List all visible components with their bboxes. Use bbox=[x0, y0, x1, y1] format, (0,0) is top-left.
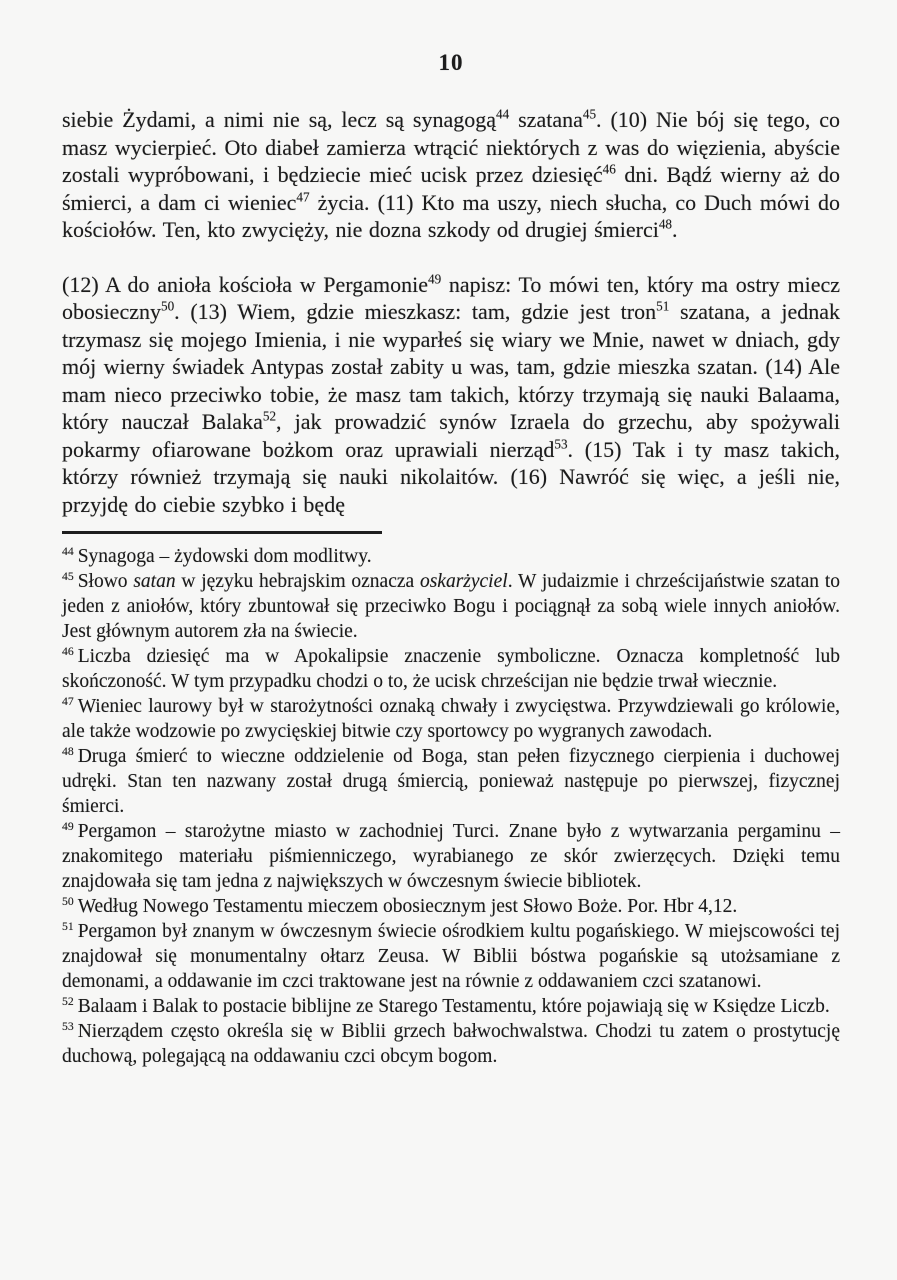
footnote: $^{48}$ Druga śmierć to wieczne oddzielenie od Boga, stan pełen fizycznego cierpienia i duchowej udręki. Stan ten nazwany został drugą śmiercią, ponieważ następuje po pierwszej, fizycznej śmierci. bbox=[62, 744, 840, 817]
footnote: $^{50}$ Według Nowego Testamentu mieczem obosiecznym jest Słowo Boże. Por. Hbr 4,12. bbox=[62, 894, 738, 917]
footnote-reference: 49 bbox=[428, 271, 442, 287]
footnote-marker: 47 bbox=[62, 694, 74, 708]
footnote-reference: 45 bbox=[582, 106, 597, 122]
body-text bbox=[62, 106, 840, 518]
footnote: $^{46}$ Liczba dziesięć ma w Apokalipsie znaczenie symboliczne. Oznacza kompletność lub skończoność. W tym przypadku chodzi o to, że ucisk chrześcijan nie będzie trwał wiecznie. bbox=[62, 644, 840, 692]
footnote: $^{49}$ Pergamon – starożytne miasto w zachodniej Turci. Znane było z wytwarzania pergaminu – znakomitego materiału piśmienniczego, wyrabianego ze skór zwierzęcych. Dzięki temu znajdowała się tam jedna z największych w ówczesnym świecie bibliotek. bbox=[62, 819, 840, 892]
footnote: $^{52}$ Balaam i Balak to postacie biblijne ze Starego Testamentu, które pojawiają się w Księdze Liczb. bbox=[62, 994, 830, 1017]
footnote-marker: 46 bbox=[62, 644, 74, 658]
footnote-reference: 50 bbox=[160, 298, 175, 314]
page-number: 10 bbox=[438, 50, 464, 75]
footnote: $^{47}$ Wieniec laurowy był w starożytności oznaką chwały i zwycięstwa. Przywdziewali go królowie, ale także wodzowie po zwycięskiej bitwie czy sportowcy po wygranych zawodach. bbox=[62, 694, 840, 742]
footnote-reference: 47 bbox=[296, 189, 310, 205]
footnote: $^{51}$ Pergamon był znanym w ówczesnym świecie ośrodkiem kultu pogańskiego. W miejscowości tej znajdował się monumentalny ołtarz Zeusa. W Biblii bóstwa pogańskie są utożsamiane z demonami, a oddawanie im czci traktowane jest na równie z oddawaniem czci szatanowi. bbox=[62, 919, 840, 992]
footnote-reference: 46 bbox=[602, 161, 616, 177]
footnote-marker: 44 bbox=[62, 544, 74, 558]
body-paragraph: siebie Żydami, a nimi nie są, lecz są synagogą$^{44}$ szatana$^{45}$. (10) Nie bój się tego, co masz wycierpieć. Oto diabeł zamierza wtrącić niektórych z was do więzienia, abyście zostali wypróbowani, i będziecie mieć ucisk przez dziesięć$^{46}$ dni. Bądź wierny aż do śmierci, a dam ci wieniec$^{47}$ życia. (11) Kto ma uszy, niech słucha, co Duch mówi do kościołów. Ten, kto zwycięży, nie dozna szkody od drugiej śmierci$^{48}$. bbox=[62, 106, 841, 242]
footnote-reference: 53 bbox=[554, 436, 568, 452]
footnote-marker: 45 bbox=[62, 569, 74, 583]
footnote-marker: 50 bbox=[62, 894, 74, 908]
footnote-reference: 52 bbox=[262, 408, 277, 424]
footnote-marker: 49 bbox=[62, 819, 74, 833]
footnote-marker: 51 bbox=[62, 919, 74, 933]
footnote: $^{45}$ Słowo satan w języku hebrajskim oznacza oskarżyciel. W judaizmie i chrześcijaństwie szatan to jeden z aniołów, który zbuntował się przeciwko Bogu i pociągnął za sobą wiele innych aniołów. Jest głównym autorem zła na świecie. bbox=[62, 569, 840, 642]
footnote-reference: 48 bbox=[658, 216, 673, 232]
footnote-reference: 44 bbox=[496, 106, 510, 122]
body-paragraph: (12) A do anioła kościoła w Pergamonie$^{49}$ napisz: To mówi ten, który ma ostry miecz obosieczny$^{50}$. (13) Wiem, gdzie mieszkasz: tam, gdzie jest tron$^{51}$ szatana, a jednak trzymasz się mojego Imienia, i nie wyparłeś się wiary we Mnie, nawet w dniach, gdy mój wierny świadek Antypas został zabity u was, tam, gdzie mieszka szatan. (14) Ale mam nieco przeciwko tobie, że masz tam takich, którzy trzymają się nauki Balaama, który nauczał Balaka$^{52}$, jak prowadzić synów Izraela do grzechu, aby spożywali pokarmy ofiarowane bożkom oraz uprawiali nierząd$^{53}$. (15) Tak i ty masz takich, którzy również trzymają się nauki nikolaitów. (16) Nawróć się więc, a jeśli nie, przyjdę do ciebie szybko i będę bbox=[62, 271, 840, 517]
italic-text: satan bbox=[133, 571, 176, 592]
footnote: $^{53}$ Nierządem często określa się w Biblii grzech bałwochwalstwa. Chodzi tu zatem o prostytucję duchową, polegającą na oddawaniu czci obcym bogom. bbox=[62, 1019, 840, 1067]
footnote-separator bbox=[62, 531, 382, 534]
footnotes-section bbox=[62, 544, 840, 1069]
footnote-marker: 52 bbox=[62, 994, 74, 1008]
italic-text: oskarżyciel bbox=[419, 571, 508, 592]
document-page bbox=[62, 0, 840, 1069]
footnote-marker: 48 bbox=[62, 744, 74, 758]
footnote: $^{44}$ Synagoga – żydowski dom modlitwy. bbox=[62, 544, 372, 567]
footnote-marker: 53 bbox=[62, 1019, 74, 1033]
footnote-reference: 51 bbox=[656, 298, 670, 314]
